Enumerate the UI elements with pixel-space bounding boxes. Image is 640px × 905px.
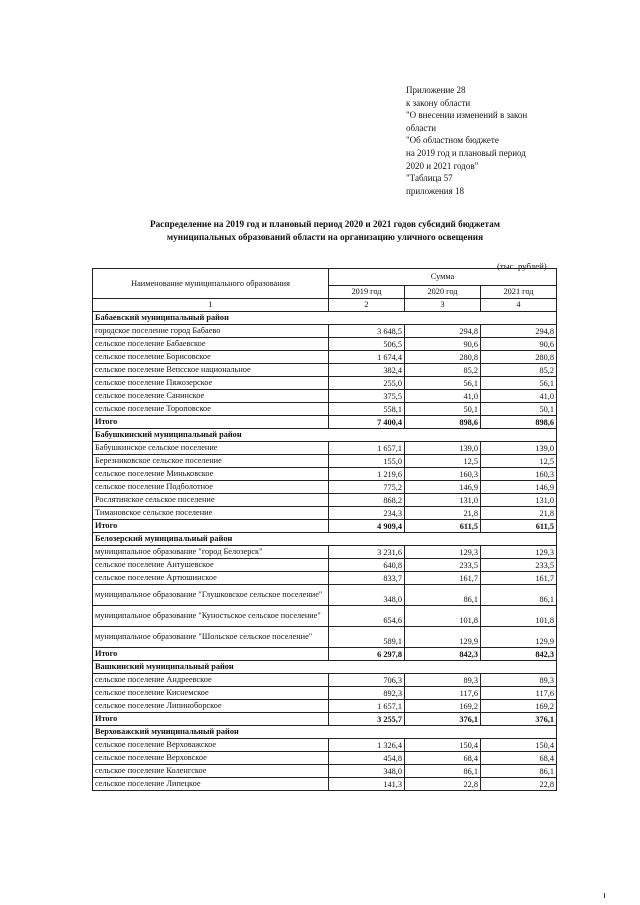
total-label: Итого [93,713,329,726]
value-2019: 868,2 [329,494,405,507]
value-2021: 86,1 [481,585,557,606]
value-2019: 348,0 [329,585,405,606]
value-2020: 169,2 [405,700,481,713]
table-row [93,481,557,494]
value-2019: 1 326,4 [329,739,405,752]
appendix-line: на 2019 год и плановый период [406,147,526,158]
title-line-2: муниципальных образований области на организацию уличного освещения [166,232,484,242]
value-2021: 129,9 [481,627,557,648]
value-2021: 22,8 [481,778,557,791]
table-row [93,700,557,713]
value-2019: 833,7 [329,572,405,585]
appendix-line: к закону области [406,97,471,108]
value-2020: 150,4 [405,739,481,752]
settlement-name: муниципальное образование "город Белозерск" [93,546,329,559]
value-2020: 160,3 [405,468,481,481]
table-row [93,739,557,752]
settlement-name: сельское поселение Пяжозерское [93,377,329,390]
value-2019: 775,2 [329,481,405,494]
table-row [93,572,557,585]
value-2021: 117,6 [481,687,557,700]
value-2021: 161,7 [481,572,557,585]
total-2021: 376,1 [481,713,557,726]
value-2019: 892,3 [329,687,405,700]
value-2019: 654,6 [329,606,405,627]
district-name: Бабушкинский муниципальный район [93,429,557,442]
total-row [93,416,557,429]
settlement-name: сельское поселение Антушевское [93,559,329,572]
subsidy-table [92,268,557,791]
total-row [93,648,557,661]
value-2020: 146,9 [405,481,481,494]
total-2020: 376,1 [405,713,481,726]
district-header-row [93,533,557,546]
value-2019: 558,1 [329,403,405,416]
value-2021: 85,2 [481,364,557,377]
appendix-line: 2020 и 2021 годов" [406,160,479,171]
appendix-line: "Об областном бюджете [406,135,499,146]
district-header-row [93,429,557,442]
appendix-line: области [406,122,437,133]
value-2021: 101,8 [481,606,557,627]
table-row [93,765,557,778]
value-2021: 129,3 [481,546,557,559]
district-name: Верховажский муниципальный район [93,726,557,739]
table-row [93,687,557,700]
total-2019: 3 255,7 [329,713,405,726]
value-2021: 21,8 [481,507,557,520]
header-num-2: 2 [329,299,405,312]
header-num-3: 3 [405,299,481,312]
value-2019: 255,0 [329,377,405,390]
value-2021: 90,6 [481,338,557,351]
value-2020: 21,8 [405,507,481,520]
table-row [93,585,557,606]
table-row [93,442,557,455]
appendix-line: Приложение 28 [406,85,466,95]
settlement-name: муниципальное образование "Шольское сельское поселение" [93,627,329,648]
value-2020: 233,5 [405,559,481,572]
value-2019: 3 231,6 [329,546,405,559]
district-header-row [93,661,557,674]
value-2021: 86,1 [481,765,557,778]
settlement-name: сельское поселение Липиноборское [93,700,329,713]
value-2020: 12,5 [405,455,481,468]
title-line-1: Распределение на 2019 год и плановый период 2020 и 2021 годов субсидий бюджетам [150,219,500,229]
value-2021: 280,8 [481,351,557,364]
value-2019: 382,4 [329,364,405,377]
value-2020: 89,3 [405,674,481,687]
settlement-name: Тимановское сельское поселение [93,507,329,520]
appendix-line: "О внесении изменений в закон [406,110,528,121]
value-2021: 41,0 [481,390,557,403]
total-2019: 6 297,8 [329,648,405,661]
value-2019: 1 674,4 [329,351,405,364]
value-2019: 1 657,1 [329,700,405,713]
value-2019: 348,0 [329,765,405,778]
total-row [93,713,557,726]
settlement-name: городское поселение город Бабаево [93,325,329,338]
total-2020: 842,3 [405,648,481,661]
table-row [93,325,557,338]
settlement-name: сельское поселение Тороповское [93,403,329,416]
value-2021: 160,3 [481,468,557,481]
table-row [93,559,557,572]
settlement-name: сельское поселение Борисовское [93,351,329,364]
value-2020: 161,7 [405,572,481,585]
value-2020: 50,1 [405,403,481,416]
settlement-name: сельское поселение Артюшинское [93,572,329,585]
header-year-2021: 2021 год [481,286,557,299]
value-2021: 169,2 [481,700,557,713]
table-row [93,351,557,364]
district-header-row [93,312,557,325]
settlement-name: сельское поселение Подболотное [93,481,329,494]
value-2020: 101,8 [405,606,481,627]
value-2020: 294,8 [405,325,481,338]
total-2021: 898,6 [481,416,557,429]
district-name: Бабаевский муниципальный район [93,312,557,325]
total-2019: 7 400,4 [329,416,405,429]
settlement-name: сельское поселение Бабаевское [93,338,329,351]
district-name: Белозерский муниципальный район [93,533,557,546]
value-2019: 589,1 [329,627,405,648]
value-2021: 12,5 [481,455,557,468]
value-2020: 131,0 [405,494,481,507]
table-row [93,627,557,648]
settlement-name: муниципальное образование "Куностьское сельское поселение" [93,606,329,627]
settlement-name: сельское поселение Вепсское национальное [93,364,329,377]
settlement-name: муниципальное образование "Глушковское сельское поселение" [93,585,329,606]
value-2019: 454,8 [329,752,405,765]
value-2021: 50,1 [481,403,557,416]
settlement-name: сельское поселение Андреевское [93,674,329,687]
total-2019: 4 909,4 [329,520,405,533]
table-row [93,674,557,687]
value-2019: 1 657,1 [329,442,405,455]
value-2019: 1 219,6 [329,468,405,481]
header-num-1: 1 [93,299,329,312]
value-2021: 68,4 [481,752,557,765]
value-2021: 233,5 [481,559,557,572]
value-2019: 141,3 [329,778,405,791]
header-year-2019: 2019 год [329,286,405,299]
total-label: Итого [93,520,329,533]
value-2020: 280,8 [405,351,481,364]
document-title [110,218,540,244]
table-row [93,338,557,351]
units-label: (тыс. рублей) [497,261,547,271]
value-2020: 85,2 [405,364,481,377]
settlement-name: сельское поселение Киснемское [93,687,329,700]
table-row [93,455,557,468]
table-row [93,752,557,765]
value-2020: 68,4 [405,752,481,765]
total-label: Итого [93,648,329,661]
total-label: Итого [93,416,329,429]
value-2019: 3 648,5 [329,325,405,338]
settlement-name: Рослятинское сельское поселение [93,494,329,507]
value-2021: 150,4 [481,739,557,752]
header-row-top [93,269,557,286]
total-2020: 898,6 [405,416,481,429]
value-2021: 294,8 [481,325,557,338]
settlement-name: сельское поселение Санинское [93,390,329,403]
value-2020: 86,1 [405,765,481,778]
table-row [93,364,557,377]
table-row [93,778,557,791]
value-2021: 139,0 [481,442,557,455]
value-2021: 89,3 [481,674,557,687]
value-2019: 640,8 [329,559,405,572]
settlement-name: сельское поселение Верховское [93,752,329,765]
value-2020: 129,9 [405,627,481,648]
value-2019: 706,3 [329,674,405,687]
total-2020: 611,5 [405,520,481,533]
table-row [93,546,557,559]
value-2020: 117,6 [405,687,481,700]
value-2020: 139,0 [405,442,481,455]
value-2019: 234,3 [329,507,405,520]
settlement-name: Бабушкинское сельское поселение [93,442,329,455]
header-num-4: 4 [481,299,557,312]
settlement-name: Березниковское сельское поселение [93,455,329,468]
table-row [93,606,557,627]
total-row [93,520,557,533]
table-row [93,390,557,403]
total-2021: 842,3 [481,648,557,661]
value-2021: 56,1 [481,377,557,390]
header-year-2020: 2020 год [405,286,481,299]
settlement-name: сельское поселение Миньковское [93,468,329,481]
table-row [93,403,557,416]
header-name-cell: Наименование муниципального образования [93,269,329,299]
value-2020: 56,1 [405,377,481,390]
table-row [93,377,557,390]
value-2020: 90,6 [405,338,481,351]
header-row-numbers [93,299,557,312]
value-2019: 375,5 [329,390,405,403]
total-2021: 611,5 [481,520,557,533]
value-2021: 131,0 [481,494,557,507]
appendix-line: "Таблица 57 [406,173,453,184]
settlement-name: сельское поселение Липецкое [93,778,329,791]
value-2020: 129,3 [405,546,481,559]
header-sum-cell: Сумма [329,269,557,286]
appendix-note [406,84,586,197]
page-mark [604,893,605,898]
value-2019: 506,5 [329,338,405,351]
table-row [93,494,557,507]
appendix-line: приложения 18 [406,185,465,196]
value-2020: 86,1 [405,585,481,606]
value-2019: 155,0 [329,455,405,468]
settlement-name: сельское поселение Верховажское [93,739,329,752]
value-2020: 41,0 [405,390,481,403]
table-row [93,468,557,481]
settlement-name: сельское поселение Коленгское [93,765,329,778]
district-header-row [93,726,557,739]
district-name: Вашкинский муниципальный район [93,661,557,674]
value-2020: 22,8 [405,778,481,791]
table-row [93,507,557,520]
value-2021: 146,9 [481,481,557,494]
